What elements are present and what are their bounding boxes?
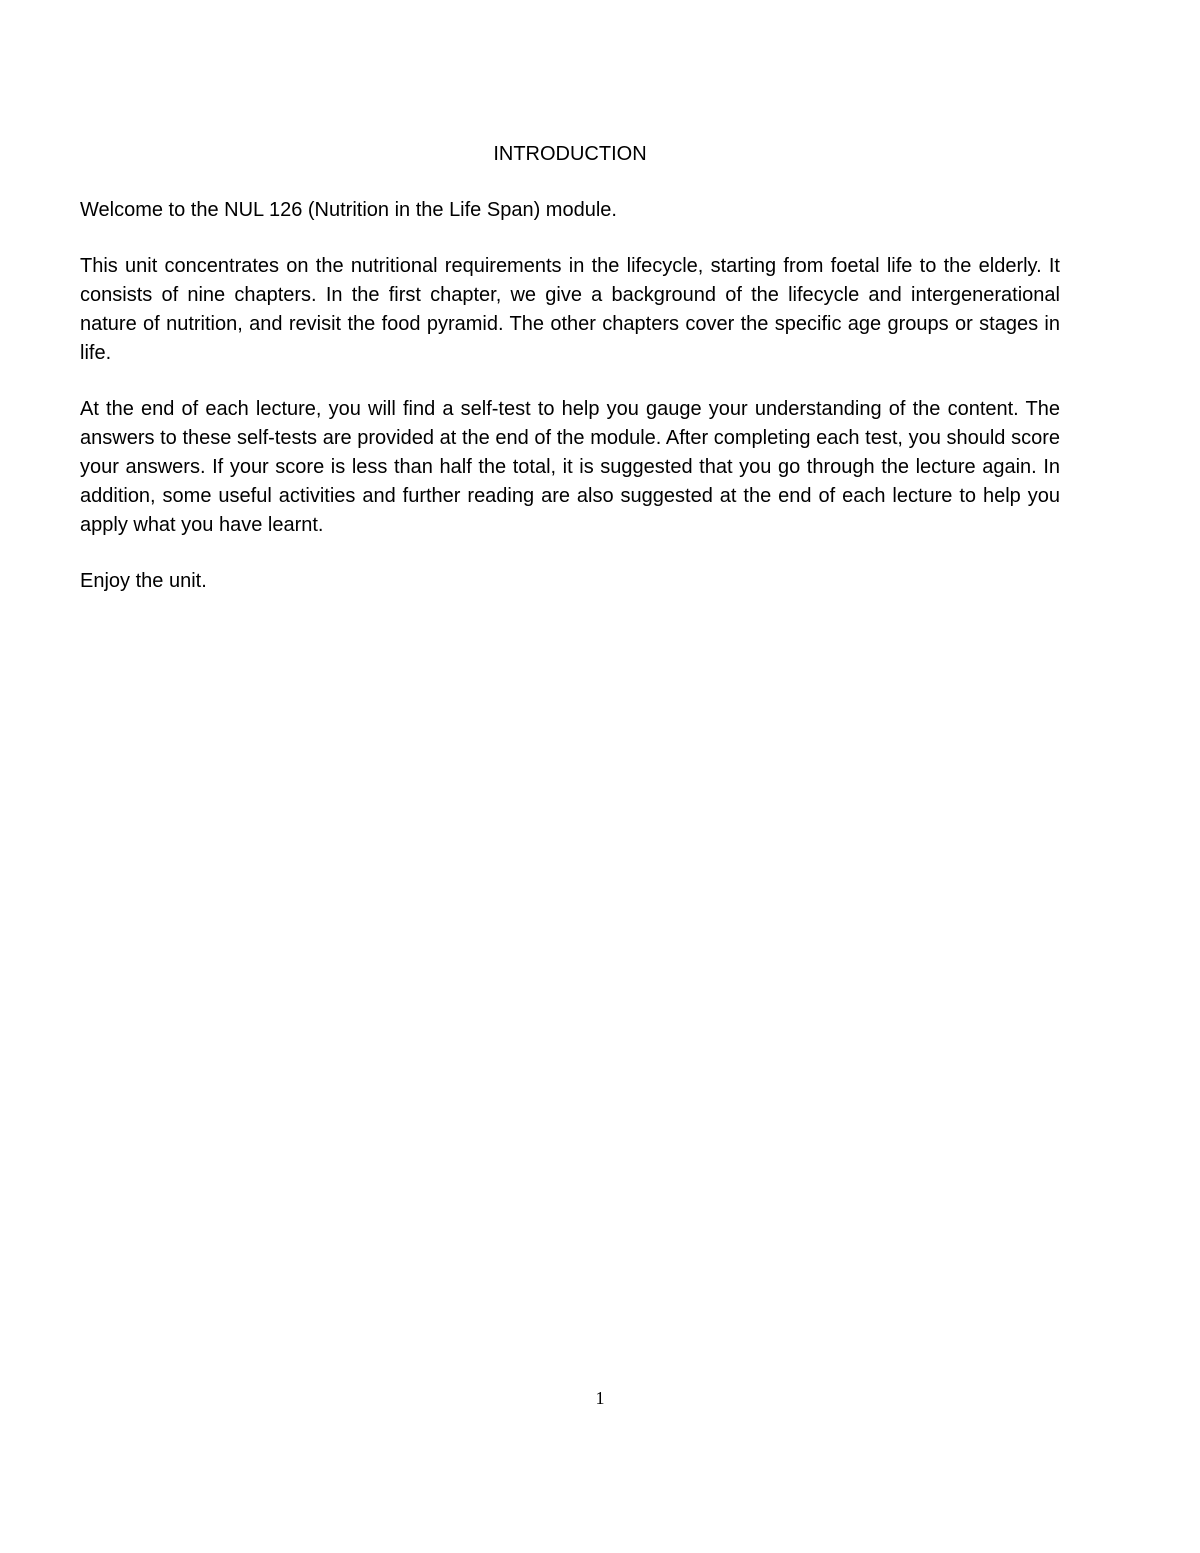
document-body bbox=[80, 140, 1060, 623]
page-title: INTRODUCTION bbox=[493, 143, 647, 165]
unit-overview-paragraph: This unit concentrates on the nutritional requirements in the lifecycle, starting from foetal life to the elderly. It consists of nine chapters. In the first chapter, we give a background of the lifecycle and intergenerational nature of nutrition, and revisit the food pyramid. The other chapters cover the specific age groups or stages in life. bbox=[80, 255, 1060, 364]
self-test-paragraph: At the end of each lecture, you will find a self-test to help you gauge your understanding of the content. The answers to these self-tests are provided at the end of the module. After completing each test, you should score your answers. If your score is less than half the total, it is suggested that you go through the lecture again. In addition, some useful activities and further reading are also suggested at the end of each lecture to help you apply what you have learnt. bbox=[80, 398, 1060, 536]
closing-paragraph: Enjoy the unit. bbox=[80, 570, 207, 592]
welcome-paragraph: Welcome to the NUL 126 (Nutrition in the Life Span) module. bbox=[80, 199, 617, 221]
page-number: 1 bbox=[595, 1388, 605, 1408]
